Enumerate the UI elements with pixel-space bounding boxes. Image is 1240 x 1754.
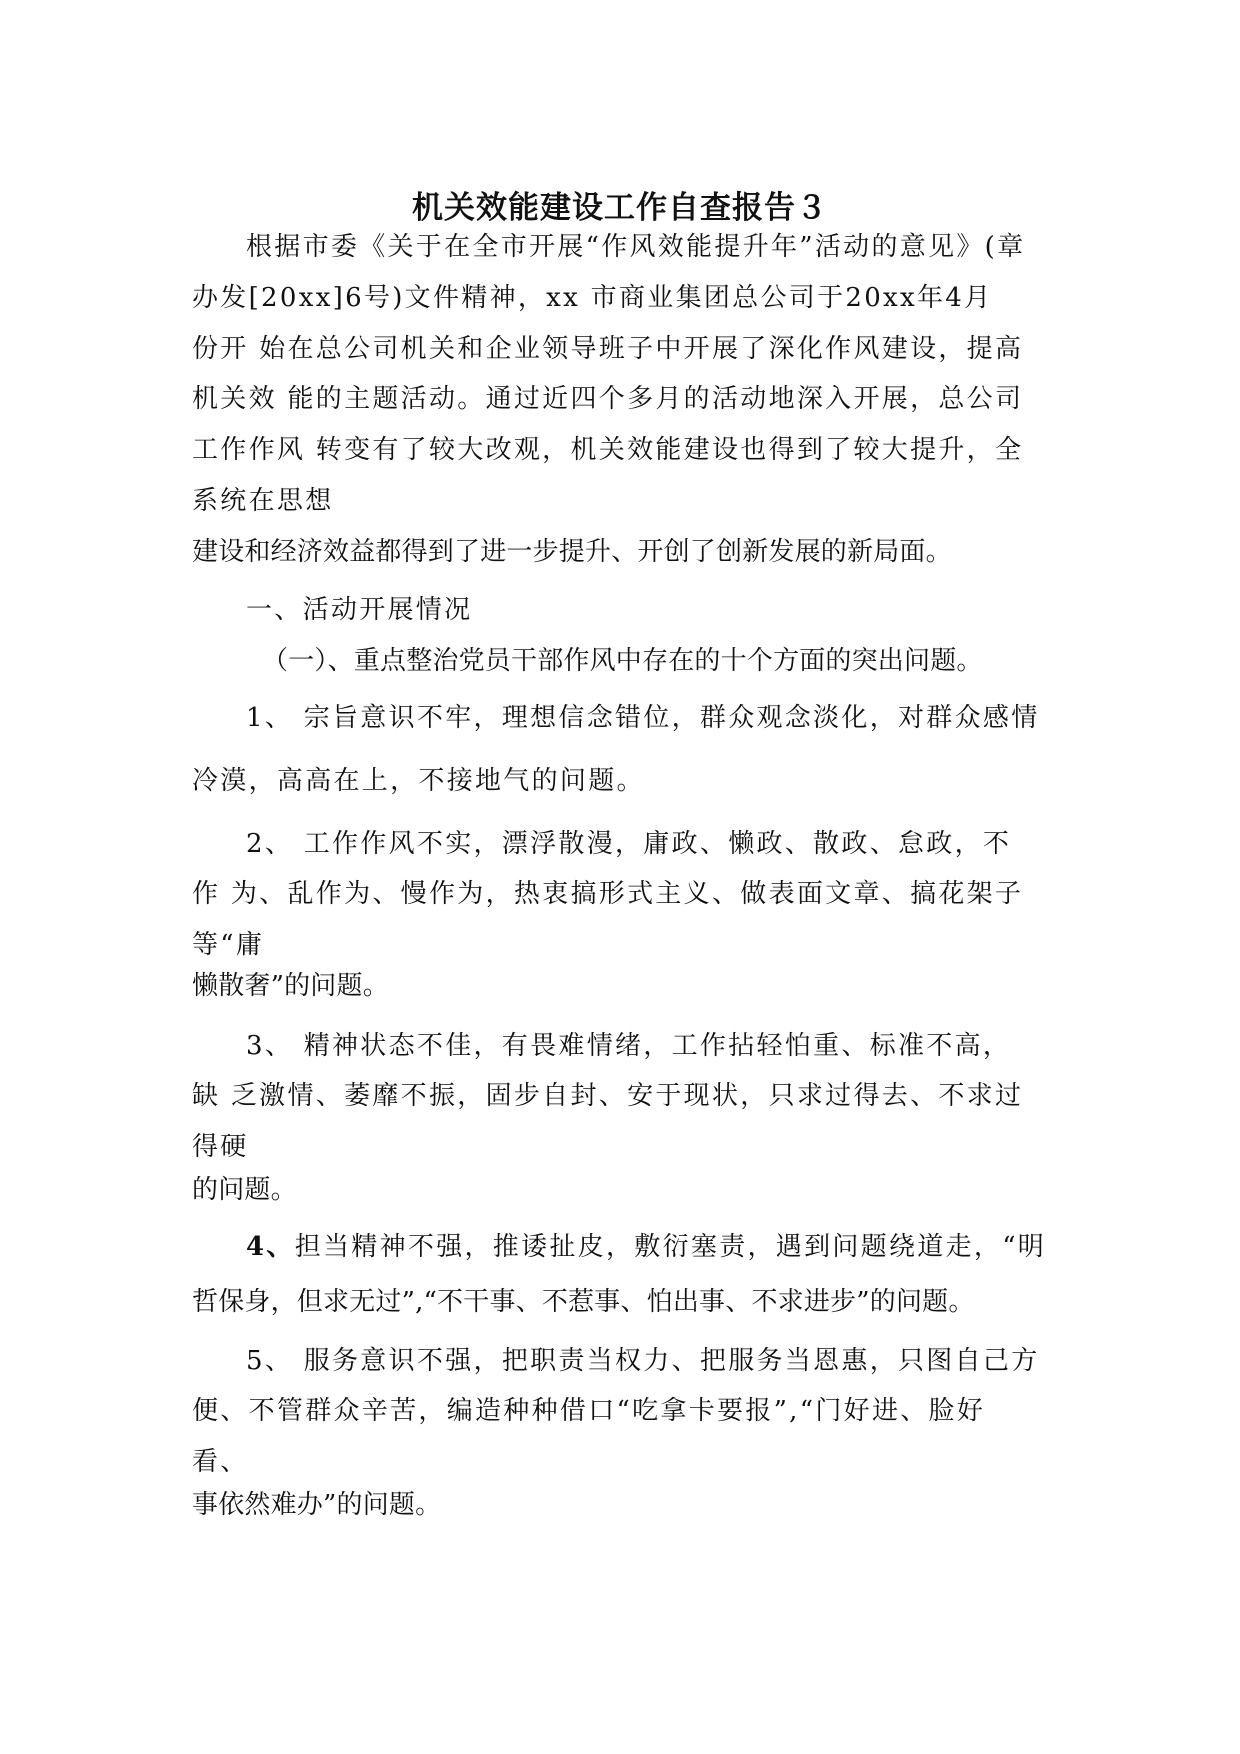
paragraph-line: 办发[20xx]6号)文件精神，xx 市商业集团总公司于20xx年4月 xyxy=(192,283,993,313)
list-item-line: 作 为、乱作为、慢作为，热衷搞形式主义、做表面文章、搞花架子 xyxy=(192,879,1024,909)
list-item-line: 等“庸 xyxy=(192,930,265,960)
list-item-line: 便、不管群众辛苦，编造种种借口“吃拿卡要报”,“门好进、脸好 xyxy=(192,1396,986,1426)
list-item-line: 得硬 xyxy=(192,1132,249,1162)
paragraph-line: 系统在思想 xyxy=(192,486,334,516)
list-item-line: 2、 工作作风不实，漂浮散漫，庸政、懒政、散政、怠政，不 xyxy=(246,829,1012,859)
list-item-line: 的问题。 xyxy=(192,1175,297,1205)
list-item-line: 1、 宗旨意识不牢，理想信念错位，群众观念淡化，对群众感情 xyxy=(246,703,1040,733)
paragraph-line: 工作作风 转变有了较大改观，机关效能建设也得到了较大提升，全 xyxy=(192,435,1024,465)
paragraph-line: 份开 始在总公司机关和企业领导班子中开展了深化作风建设，提高 xyxy=(192,334,1024,364)
paragraph-line: 建设和经济效益都得到了进一步提升、开创了创新发展的新局面。 xyxy=(192,537,952,567)
list-item-line: 哲保身，但求无过”,“不干事、不惹事、怕出事、不求进步”的问题。 xyxy=(192,1287,975,1317)
paragraph-line: 根据市委《关于在全市开展“作风效能提升年”活动的意见》(章 xyxy=(246,232,1026,262)
list-item-line: 事依然难办”的问题。 xyxy=(192,1490,442,1520)
list-item-line: 懒散奢”的问题。 xyxy=(192,971,389,1001)
document-title: 机关效能建设工作自查报告３ xyxy=(412,190,828,226)
list-item-text: 担当精神不强，推诿扯皮，敷衍塞责，遇到问题绕道走，“明 xyxy=(294,1232,1047,1262)
section-heading: 一、活动开展情况 xyxy=(246,595,473,625)
list-item-number: 4、 xyxy=(246,1232,295,1262)
list-item-line: 冷漠，高高在上，不接地气的问题。 xyxy=(192,766,645,796)
list-item-line: 3、 精神状态不佳，有畏难情绪，工作拈轻怕重、标准不高， xyxy=(246,1031,1012,1061)
list-item-line: 5、 服务意识不强，把职责当权力、把服务当恩惠，只图自己方 xyxy=(246,1346,1040,1376)
list-item-line: 看、 xyxy=(192,1447,249,1477)
paragraph-line: 机关效 能的主题活动。通过近四个多月的活动地深入开展，总公司 xyxy=(192,384,1024,414)
list-item-line xyxy=(246,1229,1046,1265)
list-item-line: 缺 乏激情、萎靡不振，固步自封、安于现状，只求过得去、不求过 xyxy=(192,1081,1024,1111)
subsection-heading: （一）、重点整治党员干部作风中存在的十个方面的突出问题。 xyxy=(262,646,983,676)
